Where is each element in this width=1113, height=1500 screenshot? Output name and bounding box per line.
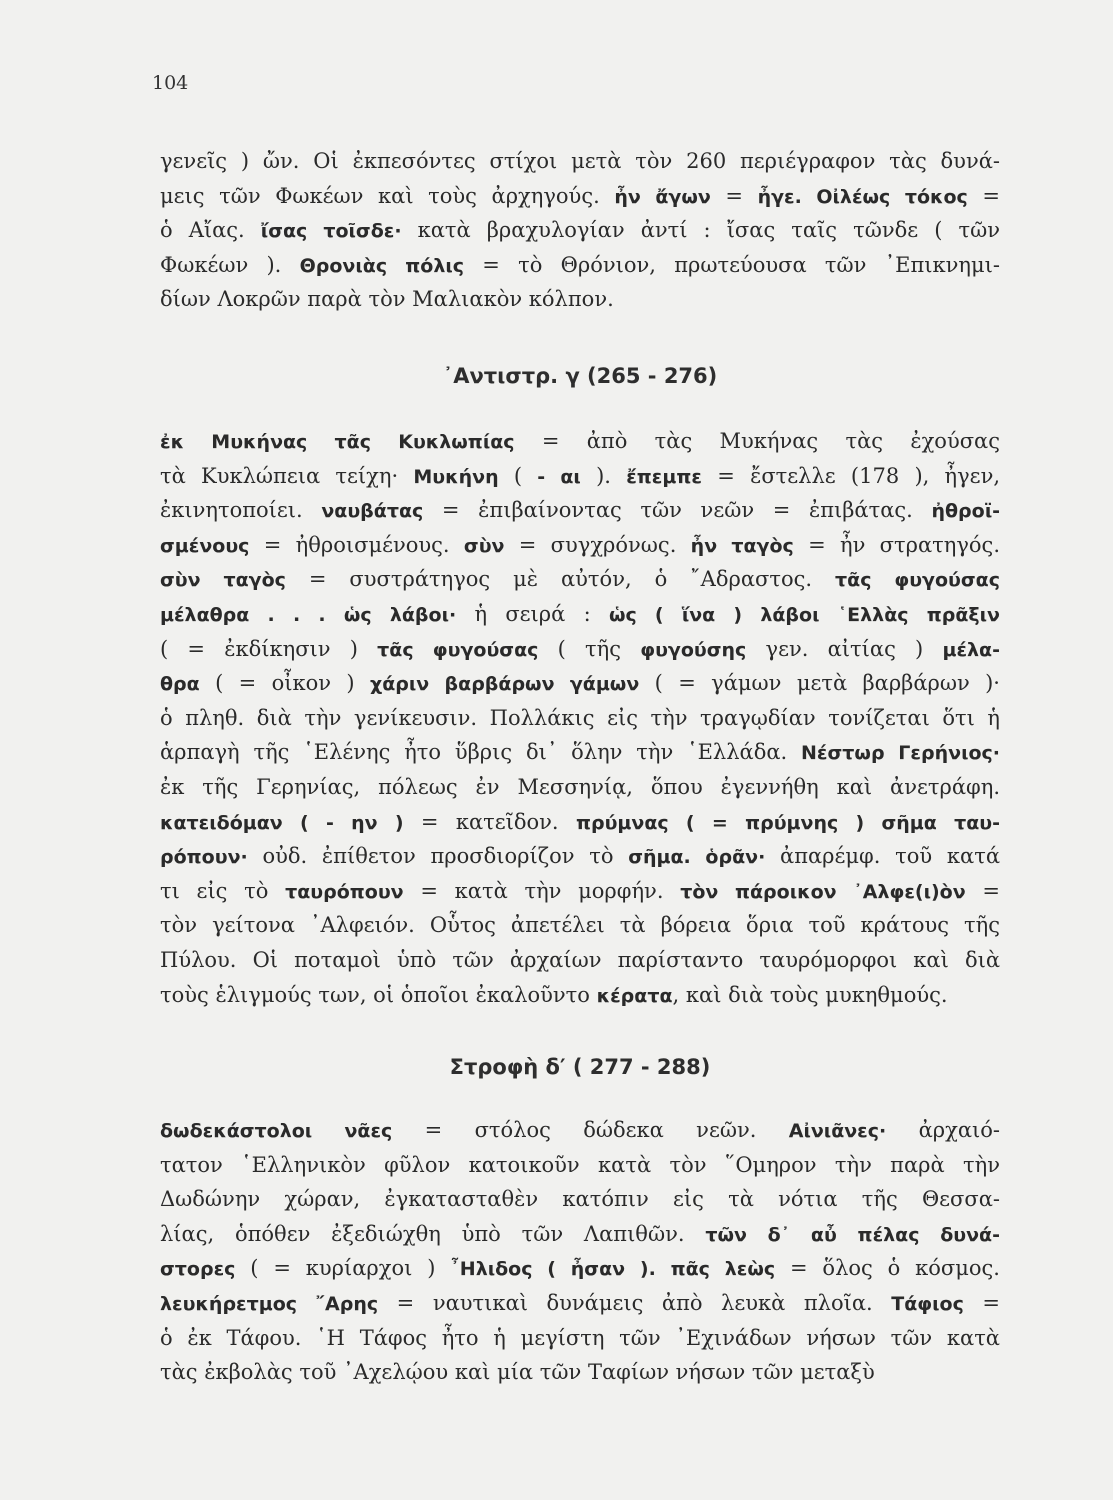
text-segment: ὁ ἐκ Τάφου. ῾Η Τάφος ἦτο ἡ μεγίστη τῶν ᾿Εχινάδων νήσων τῶν κατὰ	[160, 1325, 1000, 1350]
text-segment: τὸν γείτονα ᾿Αλφειόν. Οὗτος ἀπετέλει τὰ βόρεια ὅρια τοῦ κράτους τῆς	[160, 913, 1000, 938]
lemma-term: σῆμα. ὁρᾶν·	[628, 846, 766, 869]
text-segment: = ναυτικαὶ δυνάμεις ἀπὸ λευκὰ πλοῖα.	[378, 1290, 892, 1315]
text-segment: ).	[580, 463, 627, 488]
text-line	[160, 1286, 1000, 1321]
lemma-term: σὺν ταγὸς	[160, 569, 286, 592]
text-segment: ὁ Αἴας.	[160, 218, 261, 243]
text-segment: Πύλου. Οἱ ποταμοὶ ὑπὸ τῶν ἀρχαίων παρίσταντο ταυρόμορφοι καὶ διὰ	[160, 947, 1000, 972]
lemma-term: χάριν βαρβάρων γάμων	[369, 673, 640, 696]
text-segment: κατὰ βραχυλογίαν ἀντί : ἴσας ταῖς τῶνδε ( τῶν	[401, 218, 1000, 243]
text-line	[160, 213, 1000, 248]
lemma-term: ἦν ἄγων	[614, 185, 711, 208]
lemma-term: θρα	[160, 673, 200, 696]
lemma-term: ἠθροϊ-	[931, 500, 1000, 523]
text-line	[160, 735, 1000, 770]
lemma-term: Τάφιος	[891, 1292, 964, 1315]
lemma-term: τὸν πάροικον ᾿Αλφε(ι)ὸν	[680, 880, 966, 903]
lemma-term: τῶν δ᾿ αὖ πέλας δυνά-	[705, 1223, 1000, 1246]
section-heading-antistrophe: ᾿Αντιστρ. γ (265 - 276)	[442, 364, 718, 388]
text-segment: (	[498, 463, 538, 488]
lemma-term: ὡς ( ἵνα ) λάβοι ῾Ελλὰς πρᾶξιν	[608, 603, 1000, 626]
text-segment: = κατὰ τὴν μορφήν.	[403, 878, 681, 903]
lemma-term: Νέστωρ Γερήνιος·	[801, 742, 1000, 765]
text-line	[160, 282, 1000, 317]
text-line	[160, 874, 1000, 909]
text-segment: ( = οἶκον )	[199, 671, 370, 696]
text-segment: = ἀπὸ τὰς Μυκήνας τὰς ἐχούσας	[514, 429, 1000, 453]
text-line	[160, 1321, 1000, 1356]
lemma-term: κέρατα	[596, 984, 673, 1007]
text-segment: τὰς ἐκβολὰς τοῦ ᾿Αχελῴου καὶ μία τῶν Ταφίων νήσων τῶν μεταξὺ	[160, 1360, 875, 1385]
lemma-term: μέλα-	[942, 638, 1000, 661]
lemma-term: ἔπεμπε	[626, 465, 702, 488]
lemma-term: ρόπουν·	[160, 846, 248, 869]
paragraph-commentary-3	[160, 1113, 1000, 1390]
lemma-term: Αἰνιᾶνες·	[788, 1120, 887, 1142]
lemma-term: Μυκήνη	[413, 465, 499, 488]
text-line	[160, 1217, 1000, 1252]
text-line	[160, 493, 1000, 528]
text-line	[160, 424, 1000, 459]
lemma-term: ἦγε. Οἰλέως τόκος	[757, 185, 968, 208]
text-segment: γενεῖς ) ὤν. Οἱ ἐκπεσόντες στίχοι μετὰ τὸν 260 περιέγραφον τὰς δυνά-	[160, 149, 1000, 173]
lemma-term: τᾶς φυγούσας	[377, 638, 539, 661]
text-segment: = τὸ Θρόνιον, πρωτεύουσα τῶν ᾿Επικνημι-	[464, 252, 1000, 277]
text-segment: = συστράτηγος μὲ αὐτόν, ὁ ῎Αδραστος.	[285, 567, 836, 592]
lemma-term: λευκήρετμος ῎Αρης	[160, 1292, 379, 1315]
text-line	[160, 1251, 1000, 1286]
text-segment: = συγχρόνως.	[504, 532, 691, 557]
text-line	[160, 839, 1000, 874]
text-segment: = ἐπιβαίνοντας τῶν νεῶν = ἐπιβάτας.	[423, 498, 932, 523]
text-segment: τοὺς ἑλιγμούς των, οἱ ὁποῖοι ἐκαλοῦντο	[160, 982, 597, 1007]
paragraph-commentary-1	[160, 144, 1000, 317]
text-segment: = κατεῖδον.	[403, 809, 576, 834]
text-segment: ἐκινητοποίει.	[160, 498, 322, 523]
text-line	[160, 528, 1000, 563]
text-segment: μεις τῶν Φωκέων καὶ τοὺς ἀρχηγούς.	[160, 183, 615, 208]
text-segment: τὰ Κυκλώπεια τείχη·	[160, 463, 414, 488]
text-segment: ( τῆς	[538, 636, 641, 661]
text-segment: = ἦν στρατηγός.	[793, 532, 1000, 557]
section-heading-strophe: Στροφὴ δ′ ( 277 - 288)	[449, 1055, 711, 1079]
text-segment: τατον ῾Ελληνικὸν φῦλον κατοικοῦν κατὰ τὸν ῞Ομηρον τὴν παρὰ τὴν	[160, 1152, 1000, 1177]
lemma-term: σὺν	[463, 534, 505, 557]
lemma-term: στορες	[160, 1258, 236, 1281]
text-segment: = ἠθροισμένους.	[249, 532, 464, 557]
lemma-term: μέλαθρα . . . ὡς λάβοι·	[160, 603, 457, 626]
text-line	[160, 179, 1000, 214]
text-segment: δίων Λοκρῶν παρὰ τὸν Μαλιακὸν κόλπον.	[160, 287, 614, 312]
text-segment: ὁ πληθ. διὰ τὴν γενίκευσιν. Πολλάκις εἰς τὴν τραγῳδίαν τονίζεται ὅτι ἡ	[160, 705, 1000, 730]
lemma-term: Θρονιὰς πόλις	[299, 254, 465, 277]
text-segment: ( = κυρίαρχοι )	[235, 1256, 451, 1281]
text-line	[160, 248, 1000, 283]
lemma-term: ἦν ταγὸς	[690, 534, 794, 557]
text-line	[160, 908, 1000, 943]
text-line	[160, 632, 1000, 667]
text-segment: ἀρχαιό-	[886, 1118, 1000, 1142]
text-segment: = στόλος δώδεκα νεῶν.	[392, 1118, 789, 1142]
page-number: 104	[152, 72, 189, 94]
text-segment: ἐκ τῆς Γερηνίας, πόλεως ἐν Μεσσηνίᾳ, ὅπου ἐγεννήθη καὶ ἀνετράφη.	[160, 774, 1000, 799]
text-line	[160, 1148, 1000, 1183]
text-segment: λίας, ὁπόθεν ἐξεδιώχθη ὑπὸ τῶν Λαπιθῶν.	[160, 1221, 706, 1246]
text-segment: = ὅλος ὁ κόσμος.	[775, 1256, 1000, 1281]
text-line	[160, 1355, 1000, 1390]
lemma-term: ῏Ηλιδος ( ἦσαν ). πᾶς λεὼς	[450, 1258, 776, 1281]
lemma-term: ἐκ Μυκήνας τᾶς Κυκλωπίας	[160, 431, 515, 453]
text-segment: ἀπαρέμφ. τοῦ κατά	[765, 844, 1000, 869]
text-segment: , καὶ διὰ τοὺς μυκηθμούς.	[672, 982, 948, 1007]
text-line	[160, 805, 1000, 840]
text-segment: ἁρπαγὴ τῆς ῾Ελένης ἦτο ὕβρις δι᾿ ὅλην τὴν ῾Ελλάδα.	[160, 740, 802, 765]
text-segment: =	[967, 183, 1000, 208]
text-segment: =	[710, 183, 758, 208]
text-line	[160, 1113, 1000, 1148]
lemma-term: ναυβάτας	[321, 500, 424, 523]
text-line	[160, 701, 1000, 736]
text-line	[160, 144, 1000, 179]
lemma-term: σμένους	[160, 534, 250, 557]
lemma-term: ἴσας τοῖσδε·	[260, 220, 402, 243]
text-line	[160, 770, 1000, 805]
lemma-term: φυγούσης	[640, 638, 747, 661]
lemma-term: δωδεκάστολοι νᾶες	[160, 1120, 393, 1142]
text-line	[160, 666, 1000, 701]
text-segment: Φωκέων ).	[160, 252, 300, 277]
lemma-term: κατειδόμαν ( - ην )	[160, 811, 404, 834]
text-segment: = ἔστελλε (178 ), ἦγεν,	[701, 463, 1000, 488]
text-segment: οὐδ. ἐπίθετον προσδιορίζον τὸ	[247, 844, 629, 869]
lemma-term: ταυρόπουν	[285, 880, 404, 903]
text-segment: ἡ σειρά :	[456, 601, 609, 626]
text-segment: ( = γάμων μετὰ βαρβάρων )·	[639, 671, 1000, 696]
text-segment: ( = ἐκδίκησιν )	[160, 636, 378, 661]
text-segment: =	[965, 878, 1000, 903]
text-segment: τι εἰς τὸ	[160, 878, 286, 903]
text-line	[160, 597, 1000, 632]
text-segment: γεν. αἰτίας )	[746, 636, 943, 661]
text-segment: Δωδώνην χώραν, ἐγκατασταθὲν κατόπιν εἰς τὰ νότια τῆς Θεσσα-	[160, 1187, 1000, 1212]
text-line	[160, 562, 1000, 597]
text-line	[160, 1182, 1000, 1217]
text-segment: =	[963, 1290, 1000, 1315]
lemma-term: - αι	[537, 465, 581, 488]
text-line	[160, 978, 1000, 1013]
lemma-term: πρύμνας ( = πρύμνης ) σῆμα ταυ-	[575, 811, 1000, 834]
text-line	[160, 459, 1000, 494]
text-line	[160, 943, 1000, 978]
paragraph-commentary-2	[160, 424, 1000, 1012]
lemma-term: τᾶς φυγούσας	[835, 569, 1000, 592]
